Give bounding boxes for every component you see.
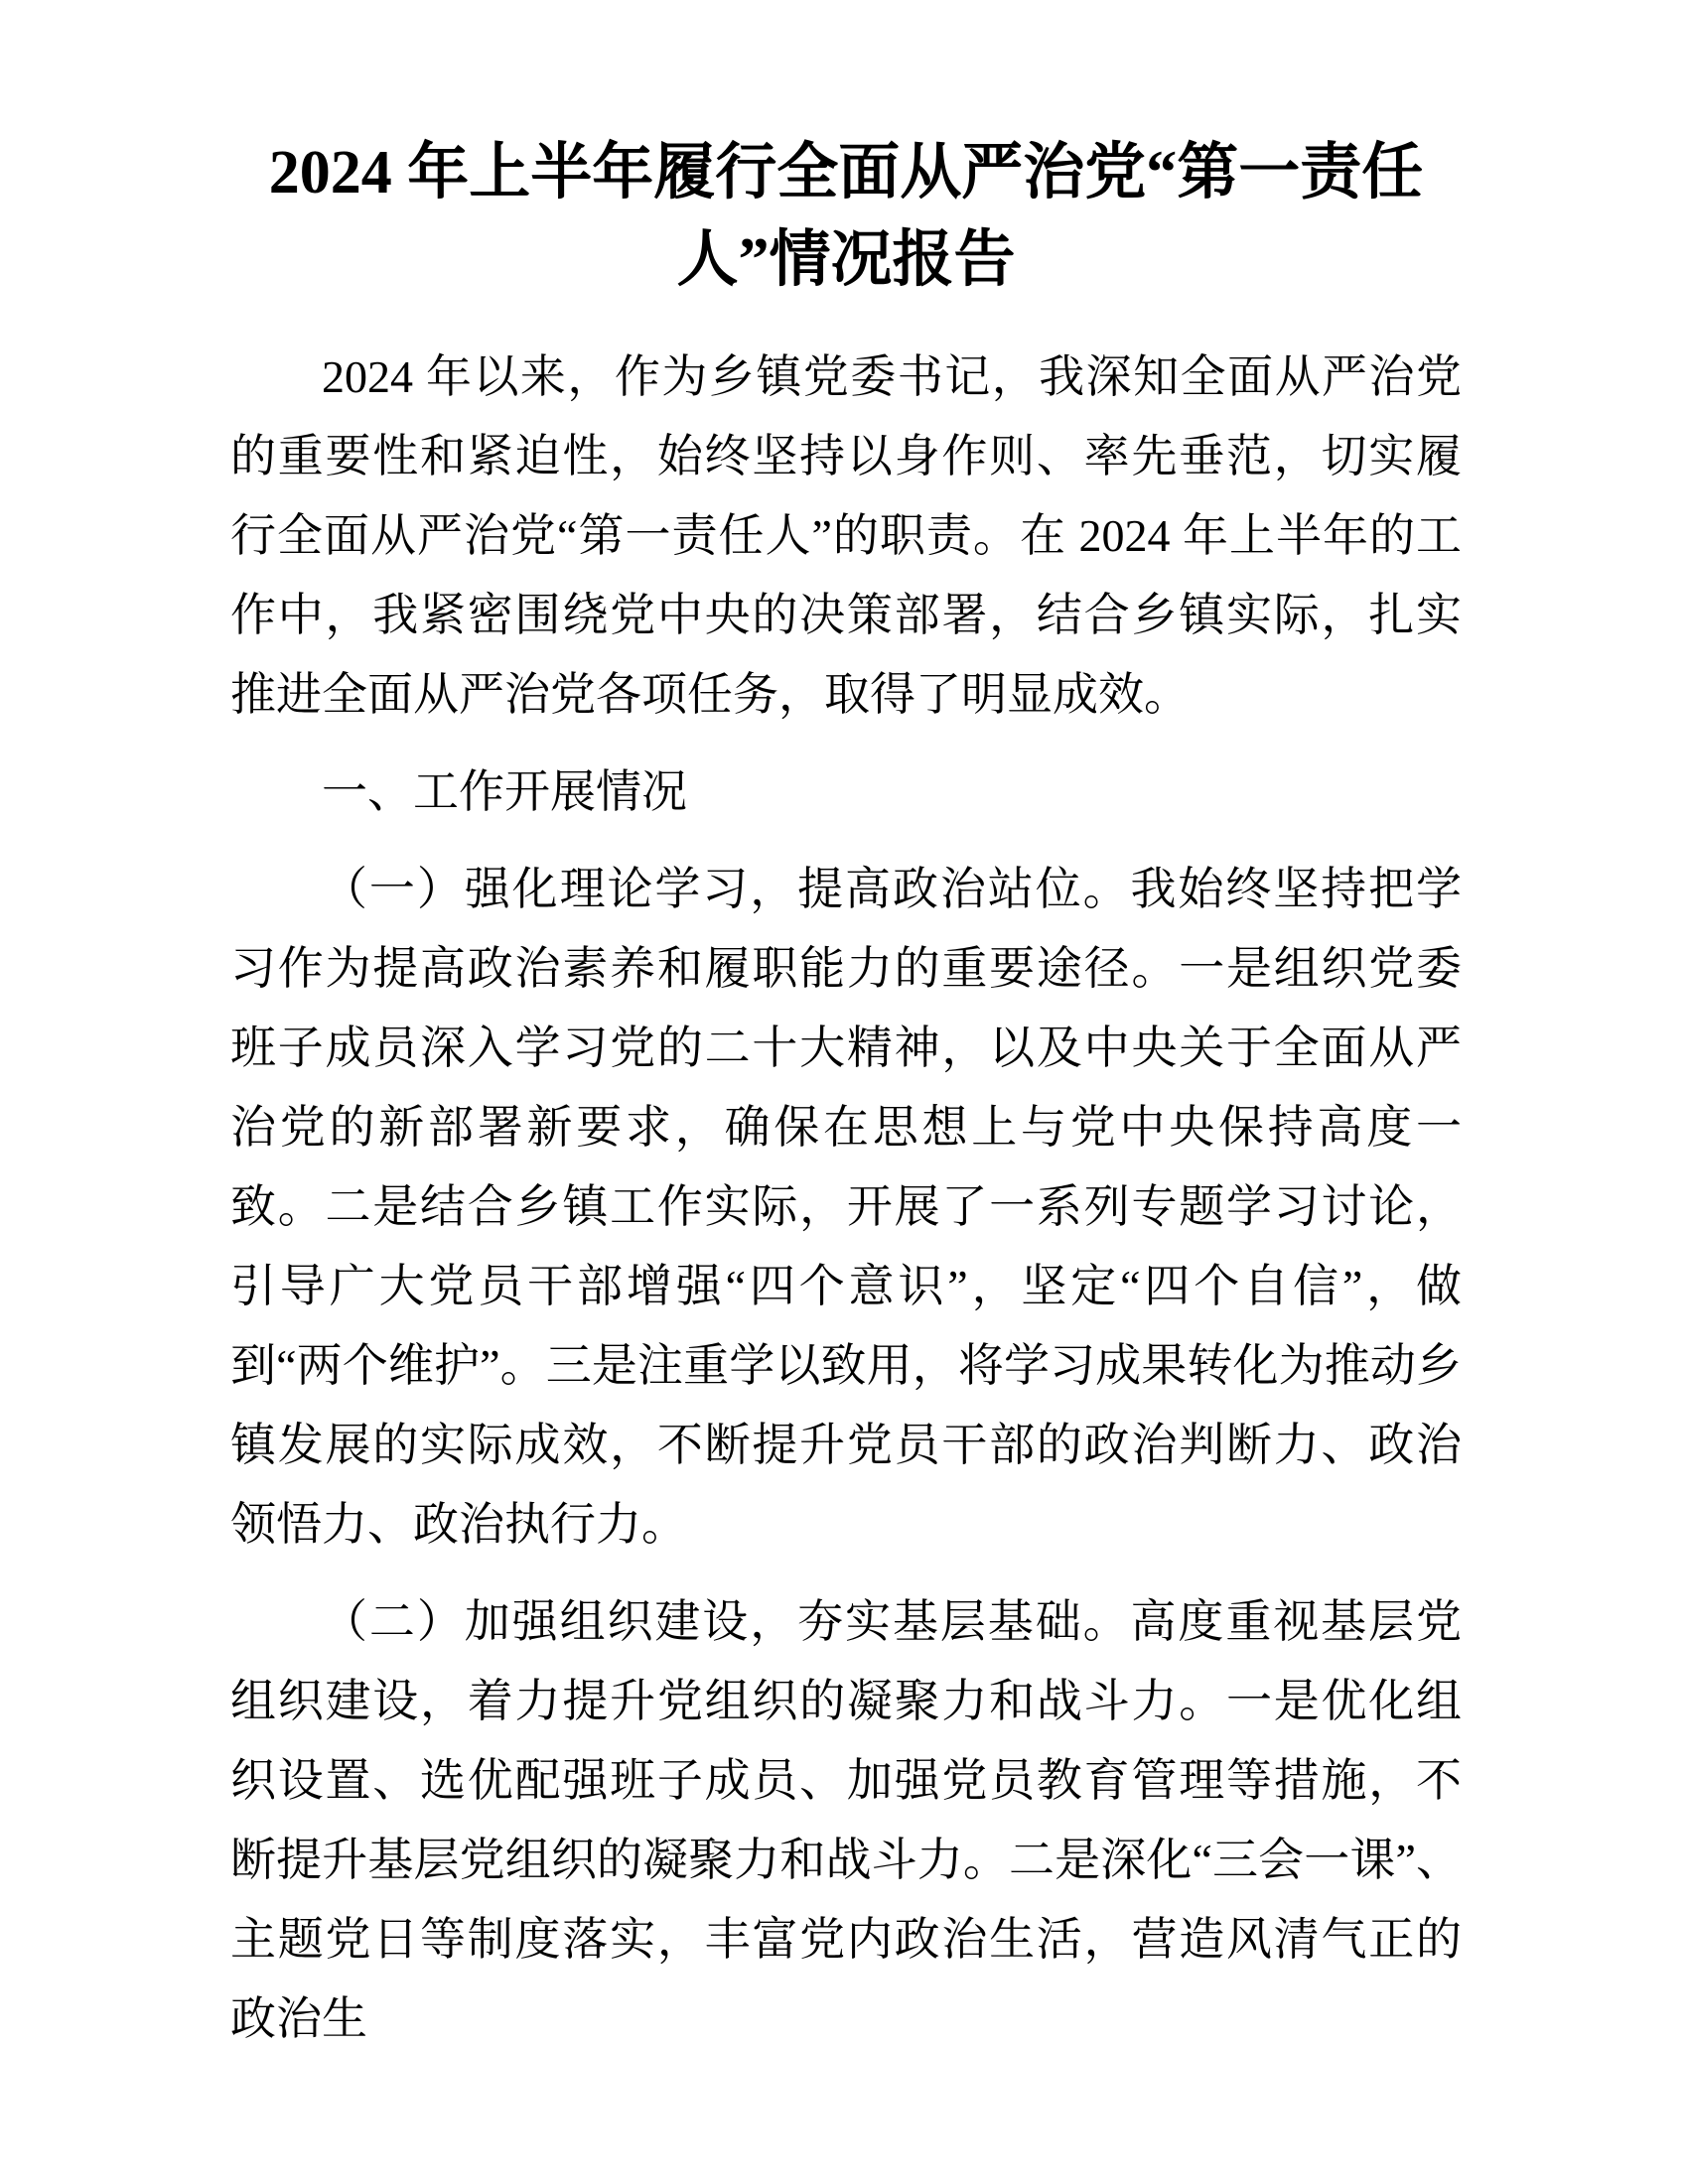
doc-title-line-1: 2024 年上半年履行全面从严治党“第一责任: [268, 139, 1424, 206]
paragraph-intro: 2024 年以来，作为乡镇党委书记，我深知全面从严治党的重要性和紧迫性，始终坚持以身作则、率先垂范，切实履行全面从严治党“第一责任人”的职责。在 2024 年上半年的工作中，我紧密围绕党中央的决策部署，结合乡镇实际，扎实推进全面从严治党各项任务，取得了明显成效。: [230, 351, 1462, 720]
section-heading-1: 一、工作开展情况: [322, 766, 687, 817]
paragraph-section1-item2: （二）加强组织建设，夯实基层基础。高度重视基层党组织建设，着力提升党组织的凝聚力和战斗力。一是优化组织设置、选优配强班子成员、加强党员教育管理等措施，不断提升基层党组织的凝聚力和战斗力。二是深化“三会一课”、主题党日等制度落实，丰富党内政治生活，营造风清气正的政治生: [230, 1596, 1462, 2044]
doc-title-line-2: 人”情况报告: [676, 226, 1016, 294]
paragraph-section1-item1: （一）强化理论学习，提高政治站位。我始终坚持把学习作为提高政治素养和履职能力的重要途径。一是组织党委班子成员深入学习党的二十大精神，以及中央关于全面从严治党的新部署新要求，确保在思想上与党中央保持高度一致。二是结合乡镇工作实际，开展了一系列专题学习讨论，引导广大党员干部增强“四个意识”，坚定“四个自信”，做到“两个维护”。三是注重学以致用，将学习成果转化为推动乡镇发展的实际成效，不断提升党员干部的政治判断力、政治领悟力、政治执行力。: [230, 864, 1462, 1550]
doc-title: [230, 129, 1462, 304]
